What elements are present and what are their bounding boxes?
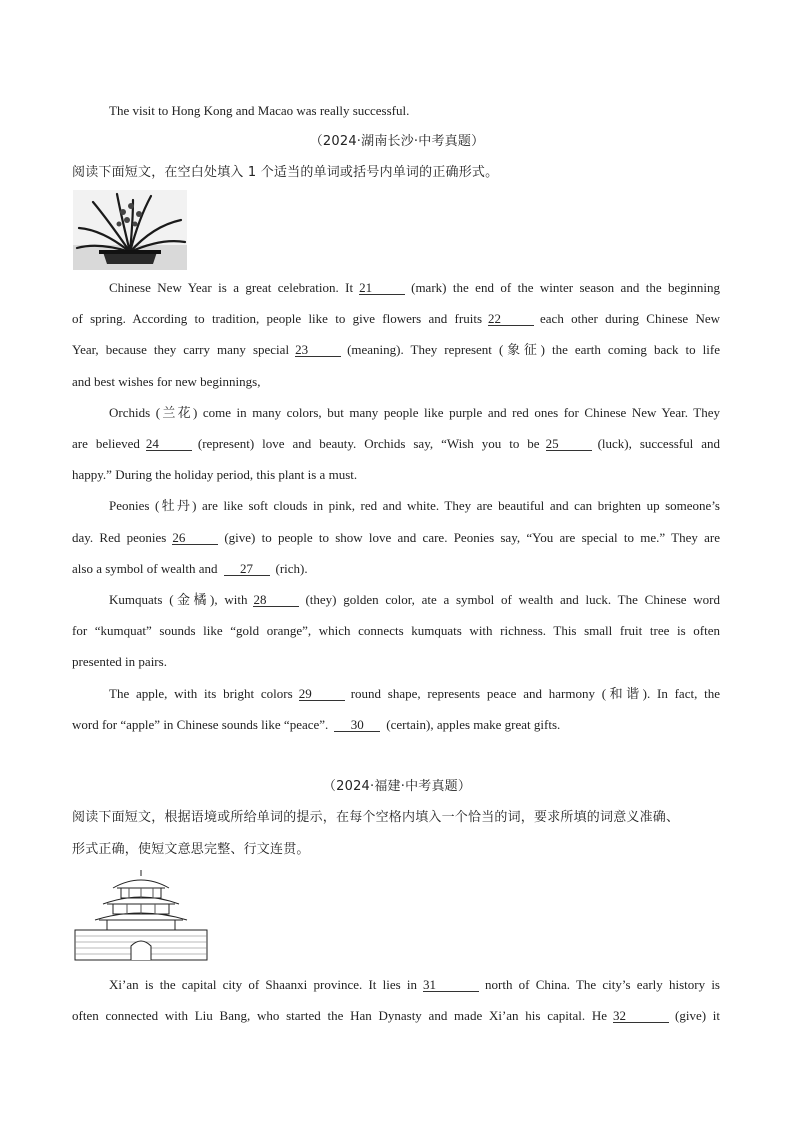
s1-line9 xyxy=(72,530,720,546)
s1-line4: and best wishes for new beginnings, xyxy=(72,374,261,389)
blank-24[interactable]: 24 xyxy=(146,437,192,451)
text: often connected with Liu Bang, who started the Han Dynasty and made Xi’an his capital. He xyxy=(72,1008,607,1023)
text: Chinese New Year is a great celebration. It xyxy=(109,280,354,295)
blank-27[interactable]: 27 xyxy=(224,562,270,576)
tower-image xyxy=(73,868,209,962)
s2-line1 xyxy=(109,977,720,993)
text: The apple, with its bright colors xyxy=(109,686,293,701)
text: (rich). xyxy=(275,561,308,576)
s2-line2 xyxy=(72,1008,720,1024)
section2-instruction-2: 形式正确，使短文意思完整、行文连贯。 xyxy=(72,842,310,857)
blank-29[interactable]: 29 xyxy=(299,687,345,701)
intro-sentence: The visit to Hong Kong and Macao was really successful. xyxy=(109,103,410,118)
section2-source: （2024·福建·中考真题） xyxy=(322,779,472,794)
s1-line5: Orchids (兰花) come in many colors, but many people like purple and red ones for Chinese New Year. They xyxy=(109,405,720,420)
text: (meaning). They represent (象征) the earth coming back to life xyxy=(347,342,720,357)
s1-line7: happy.” During the holiday period, this plant is a must. xyxy=(72,467,358,482)
s1-line8: Peonies (牡丹) are like soft clouds in pink, red and white. They are beautiful and can brighten up someone’s xyxy=(109,498,720,513)
section2-instruction-1: 阅读下面短文，根据语境或所给单词的提示，在每个空格内填入一个恰当的词，要求所填的词意义准确、 xyxy=(72,810,680,825)
text: (give) to people to show love and care. Peonies say, “You are special to me.” They are xyxy=(224,530,721,545)
blank-28[interactable]: 28 xyxy=(253,593,299,607)
s1-line14 xyxy=(109,686,720,702)
section1-instruction: 阅读下面短文，在空白处填入 1 个适当的单词或括号内单词的正确形式。 xyxy=(72,165,499,180)
text: of spring. According to tradition, people like to give flowers and fruits xyxy=(72,311,483,326)
s1-line10 xyxy=(72,561,720,577)
blank-21[interactable]: 21 xyxy=(359,281,405,295)
text: also a symbol of wealth and xyxy=(72,561,218,576)
text: (luck), successful and xyxy=(597,436,720,451)
s1-line15 xyxy=(72,717,720,733)
s1-line2 xyxy=(72,311,720,327)
s1-line1 xyxy=(109,280,720,296)
s1-line6 xyxy=(72,436,720,452)
text: (they) golden color, ate a symbol of wealth and luck. The Chinese word xyxy=(305,592,720,607)
s1-line11 xyxy=(109,592,720,608)
text: each other during Chinese New xyxy=(540,311,721,326)
text: north of China. The city’s early history is xyxy=(485,977,720,992)
s1-line3 xyxy=(72,342,720,358)
text: word for “apple” in Chinese sounds like “peace”. xyxy=(72,717,329,732)
text: are believed xyxy=(72,436,140,451)
blank-31[interactable]: 31 xyxy=(423,978,479,992)
s1-line12: for “kumquat” sounds like “gold orange”, which connects kumquats with richness. This small fruit tree is often xyxy=(72,623,720,638)
section1-source: （2024·湖南长沙·中考真题） xyxy=(309,134,485,149)
text: (give) it xyxy=(675,1008,721,1023)
text: (certain), apples make great gifts. xyxy=(386,717,561,732)
text: Xi’an is the capital city of Shaanxi province. It lies in xyxy=(109,977,417,992)
blank-22[interactable]: 22 xyxy=(488,312,534,326)
text: Kumquats (金橘), with xyxy=(109,592,248,607)
text: round shape, represents peace and harmony (和谐). In fact, the xyxy=(350,686,720,701)
text: day. Red peonies xyxy=(72,530,167,545)
text: (represent) love and beauty. Orchids say, “Wish you to be xyxy=(197,436,540,451)
orchid-image xyxy=(73,190,187,270)
blank-25[interactable]: 25 xyxy=(546,437,592,451)
s1-line13: presented in pairs. xyxy=(72,654,167,669)
blank-26[interactable]: 26 xyxy=(172,531,218,545)
text: Year, because they carry many special xyxy=(72,342,290,357)
blank-30[interactable]: 30 xyxy=(334,718,380,732)
blank-23[interactable]: 23 xyxy=(295,343,341,357)
text: (mark) the end of the winter season and the beginning xyxy=(411,280,721,295)
blank-32[interactable]: 32 xyxy=(613,1009,669,1023)
